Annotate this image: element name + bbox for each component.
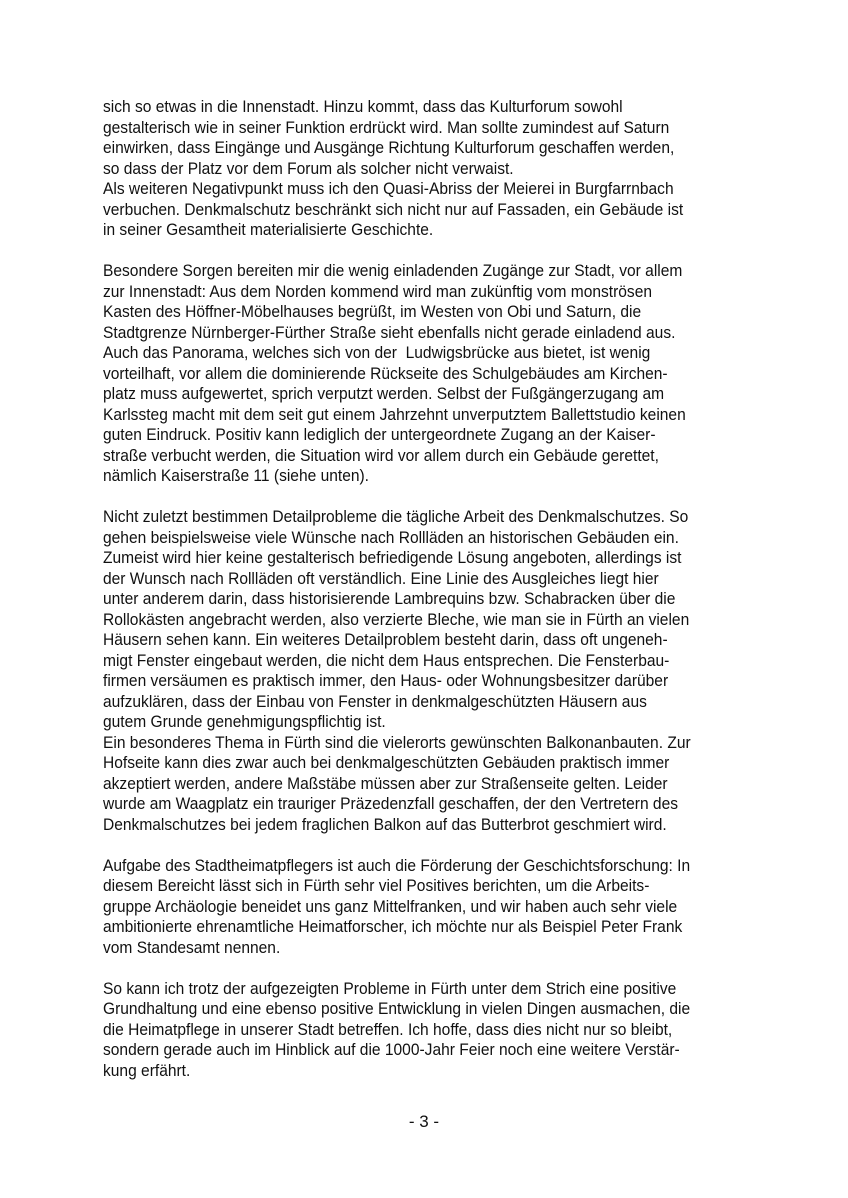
body-text <box>103 97 691 1081</box>
paragraph <box>103 979 691 1082</box>
text-line: Ein besonderes Thema in Fürth sind die vielerorts gewünschten Balkonanbauten. Zur <box>103 732 691 752</box>
paragraph <box>103 856 691 959</box>
text-line: Auch das Panorama, welches sich von der Ludwigsbrücke aus bietet, ist wenig <box>103 343 651 362</box>
text-line: kung erfährt. <box>103 1060 191 1080</box>
text-line: gestalterisch wie in seiner Funktion erdrückt wird. Man sollte zumindest auf Saturn <box>103 117 670 137</box>
text-line: akzeptiert werden, andere Maßstäbe müssen aber zur Straßenseite gelten. Leider <box>103 773 668 793</box>
text-line: vorteilhaft, vor allem die dominierende Rückseite des Schulgebäudes am Kirchen- <box>103 363 668 383</box>
paragraph <box>103 261 691 487</box>
text-line: firmen versäumen es praktisch immer, den Haus- oder Wohnungsbesitzer darüber <box>103 671 669 690</box>
paragraph <box>103 97 691 241</box>
text-line: Als weiteren Negativpunkt muss ich den Quasi-Abriss der Meierei in Burgfarrnbach <box>103 179 674 198</box>
text-line: gehen beispielsweise viele Wünsche nach Rollläden an historischen Gebäuden ein. <box>103 527 679 547</box>
text-line: So kann ich trotz der aufgezeigten Probleme in Fürth unter dem Strich eine positive <box>103 978 677 998</box>
text-line: Hofseite kann dies zwar auch bei denkmalgeschützten Gebäuden praktisch immer <box>103 753 670 772</box>
text-line: Aufgabe des Stadtheimatpflegers ist auch die Förderung der Geschichtsforschung: In <box>103 855 691 875</box>
text-line: guten Eindruck. Positiv kann lediglich der untergeordnete Zugang an der Kaiser- <box>103 425 656 444</box>
text-line: nämlich Kaiserstraße 11 (siehe unten). <box>103 466 370 485</box>
text-line: sondern gerade auch im Hinblick auf die 1000-Jahr Feier noch eine weitere Verstär- <box>103 1040 680 1059</box>
page-number: - 3 - <box>408 1112 440 1131</box>
text-line: zur Innenstadt: Aus dem Norden kommend wird man zukünftig vom monströsen <box>103 281 653 301</box>
text-line: wurde am Waagplatz ein trauriger Präzedenzfall geschaffen, der den Vertretern des <box>103 794 679 813</box>
text-line: verbuchen. Denkmalschutz beschränkt sich nicht nur auf Fassaden, ein Gebäude ist <box>103 199 684 219</box>
text-line: die Heimatpflege in unserer Stadt betreffen. Ich hoffe, dass dies nicht nur so bleibt, <box>103 1019 673 1039</box>
text-line: Zumeist wird hier keine gestalterisch befriedigende Lösung angeboten, allerdings ist <box>103 548 682 567</box>
text-line: Denkmalschutzes bei jedem fraglichen Balkon auf das Butterbrot geschmiert wird. <box>103 814 667 834</box>
text-line: aufzuklären, dass der Einbau von Fenster in denkmalgeschützten Häusern aus <box>103 691 647 711</box>
text-line: Rollokästen angebracht werden, also verzierte Bleche, wie man sie in Fürth an vielen <box>103 609 690 629</box>
text-line: Nicht zuletzt bestimmen Detailprobleme die tägliche Arbeit des Denkmalschutzes. So <box>103 507 689 526</box>
text-line: Grundhaltung und eine ebenso positive Entwicklung in vielen Dingen ausmachen, die <box>103 999 691 1018</box>
text-line: gutem Grunde genehmigungspflichtig ist. <box>103 712 386 731</box>
text-line: ambitionierte ehrenamtliche Heimatforscher, ich möchte nur als Beispiel Peter Frank <box>103 917 683 936</box>
text-line: in seiner Gesamtheit materialisierte Geschichte. <box>103 220 434 239</box>
text-line: platz muss aufgewertet, sprich verputzt werden. Selbst der Fußgängerzugang am <box>103 384 665 403</box>
text-line: Stadtgrenze Nürnberger-Fürther Straße sieht ebenfalls nicht gerade einladend aus. <box>103 322 676 342</box>
text-line: Häusern sehen kann. Ein weiteres Detailproblem besteht darin, dass oft ungeneh- <box>103 630 668 649</box>
text-line: straße verbucht werden, die Situation wird vor allem durch ein Gebäude gerettet, <box>103 445 659 465</box>
text-line: Kasten des Höffner-Möbelhauses begrüßt, im Westen von Obi und Saturn, die <box>103 302 642 321</box>
text-line: einwirken, dass Eingänge und Ausgänge Richtung Kulturforum geschaffen werden, <box>103 138 675 157</box>
paragraph <box>103 507 691 835</box>
text-line: unter anderem darin, dass historisierende Lambrequins bzw. Schabracken über die <box>103 589 676 608</box>
text-line: vom Standesamt nennen. <box>103 937 281 957</box>
text-line: Karlssteg macht mit dem seit gut einem Jahrzehnt unverputztem Ballettstudio keinen <box>103 404 686 424</box>
text-line: gruppe Archäologie beneidet uns ganz Mittelfranken, und wir haben auch sehr viele <box>103 896 678 916</box>
text-line: migt Fenster eingebaut werden, die nicht dem Haus entsprechen. Die Fensterbau- <box>103 650 670 670</box>
text-line: sich so etwas in die Innenstadt. Hinzu kommt, dass das Kulturforum sowohl <box>103 97 623 116</box>
text-line: der Wunsch nach Rollläden oft verständlich. Eine Linie des Ausgleiches liegt hier <box>103 568 659 588</box>
text-line: so dass der Platz vor dem Forum als solcher nicht verwaist. <box>103 158 514 178</box>
text-line: diesem Bereicht lässt sich in Fürth sehr viel Positives berichten, um die Arbeits- <box>103 876 650 895</box>
text-line: Besondere Sorgen bereiten mir die wenig einladenden Zugänge zur Stadt, vor allem <box>103 261 683 280</box>
